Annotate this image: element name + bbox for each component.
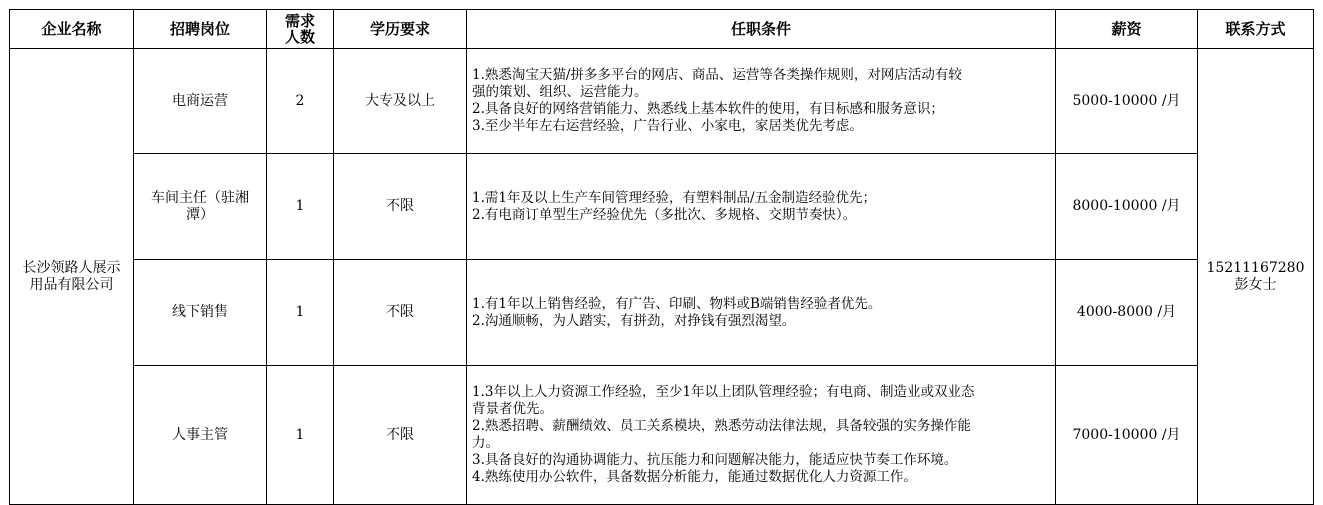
position-cell: 人事主管 <box>134 366 267 505</box>
requirements-cell <box>467 49 1056 154</box>
requirement-line: 2.具备良好的网络营销能力、熟悉线上基本软件的使用，有目标感和服务意识； <box>472 101 944 117</box>
table-row <box>10 154 1314 260</box>
table-row <box>10 49 1314 154</box>
requirement-line: 背景者优先。 <box>472 401 553 417</box>
education-cell: 不限 <box>334 260 467 366</box>
company-name: 长沙领路人展示用品有限公司 <box>10 49 134 505</box>
table-row <box>10 366 1314 505</box>
recruitment-table <box>9 9 1314 505</box>
requirement-line: 3.具备良好的沟通协调能力、抗压能力和问题解决能力，能适应快节奏工作环境。 <box>472 452 958 468</box>
requirement-line: 1.有1年以上销售经验，有广告、印刷、物料或B端销售经验者优先。 <box>472 295 882 312</box>
header-headcount-line1: 需求 <box>284 12 315 30</box>
header-headcount <box>267 10 334 49</box>
header-row <box>10 10 1314 49</box>
requirements-cell <box>467 260 1056 366</box>
requirements-cell <box>467 366 1056 505</box>
requirement-line: 强的策划、组织、运营能力。 <box>472 84 648 100</box>
salary-cell: 5000-10000 /月 <box>1056 49 1198 154</box>
education-cell: 大专及以上 <box>334 49 467 154</box>
position-cell <box>134 154 267 260</box>
requirement-line: 1.需1年及以上生产车间管理经验，有塑料制品/五金制造经验优先； <box>472 189 877 206</box>
requirements-cell <box>467 154 1056 260</box>
position-cell: 电商运营 <box>134 49 267 154</box>
requirement-line: 2.有电商订单型生产经验优先（多批次、多规格、交期节奏快）。 <box>472 206 857 223</box>
contact-name: 彭女士 <box>1234 276 1277 293</box>
position-line2: 潭） <box>186 206 214 223</box>
contact-cell <box>1198 49 1314 505</box>
requirement-line: 1.3年以上人力资源工作经验，至少1年以上团队管理经验；有电商、制造业或双业态 <box>472 384 975 400</box>
salary-cell: 7000-10000 /月 <box>1056 366 1198 505</box>
position-line1: 车间主任（驻湘 <box>151 189 249 206</box>
header-position: 招聘岗位 <box>134 10 267 49</box>
header-company: 企业名称 <box>10 10 134 49</box>
header-salary: 薪资 <box>1056 10 1198 49</box>
requirement-line: 2.熟悉招聘、薪酬绩效、员工关系模块，熟悉劳动法律法规，具备较强的实务操作能 <box>472 418 971 434</box>
header-requirements: 任职条件 <box>467 10 1056 49</box>
position-cell: 线下销售 <box>134 260 267 366</box>
requirement-line: 3.至少半年左右运营经验，广告行业、小家电，家居类优先考虑。 <box>472 118 863 134</box>
headcount-cell: 1 <box>267 260 334 366</box>
requirement-line: 力。 <box>472 435 499 451</box>
contact-phone: 15211167280 <box>1206 259 1305 276</box>
headcount-cell: 2 <box>267 49 334 154</box>
education-cell: 不限 <box>334 366 467 505</box>
salary-cell: 4000-8000 /月 <box>1056 260 1198 366</box>
header-education: 学历要求 <box>334 10 467 49</box>
header-contact: 联系方式 <box>1198 10 1314 49</box>
headcount-cell: 1 <box>267 366 334 505</box>
requirement-line: 4.熟练使用办公软件，具备数据分析能力，能通过数据优化人力资源工作。 <box>472 469 917 485</box>
requirement-line: 2.沟通顺畅，为人踏实，有拼劲，对挣钱有强烈渴望。 <box>472 312 796 329</box>
education-cell: 不限 <box>334 154 467 260</box>
header-headcount-line2: 人数 <box>284 28 315 46</box>
headcount-cell: 1 <box>267 154 334 260</box>
table-row <box>10 260 1314 366</box>
salary-cell: 8000-10000 /月 <box>1056 154 1198 260</box>
requirement-line: 1.熟悉淘宝天猫/拼多多平台的网店、商品、运营等各类操作规则，对网店活动有较 <box>472 67 962 83</box>
